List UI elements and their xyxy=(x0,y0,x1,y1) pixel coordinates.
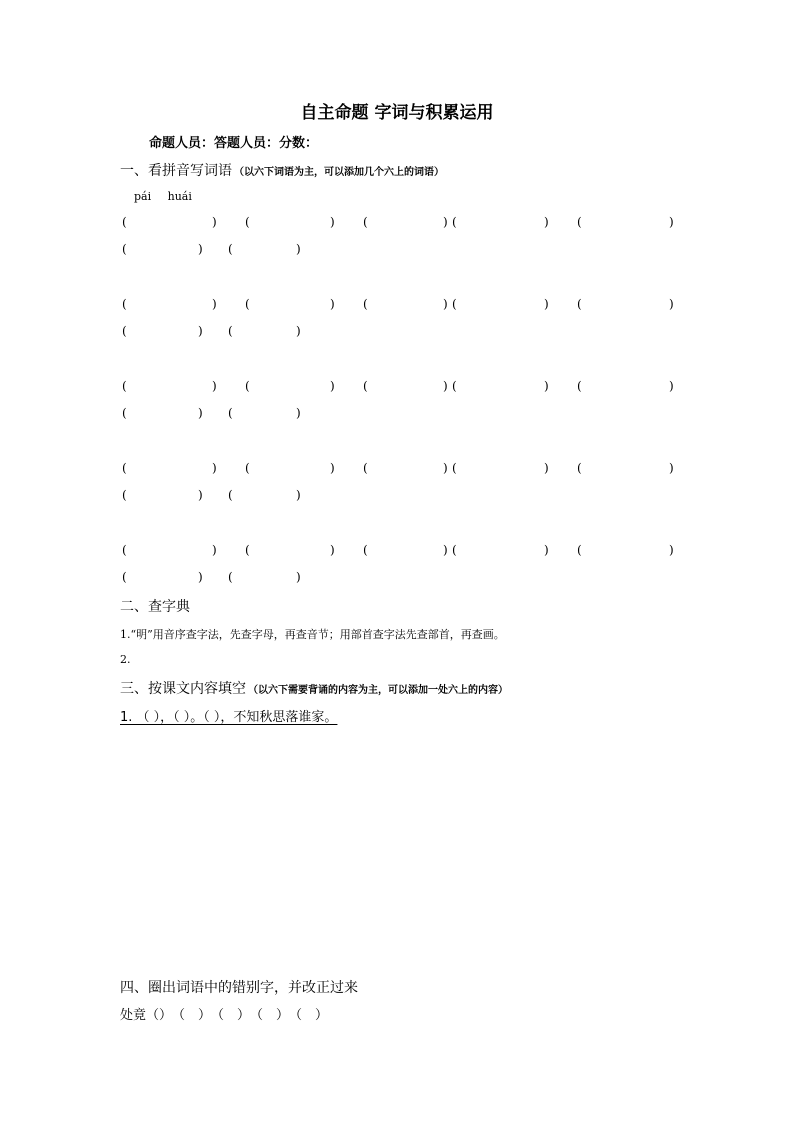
blank-paren-close: ) xyxy=(330,461,335,475)
section2-line2: 2. xyxy=(120,653,131,666)
blank-paren-open: ( xyxy=(452,543,457,557)
blank-paren-open: ( xyxy=(452,215,457,229)
blank-paren-close: ) xyxy=(443,543,448,557)
blank-paren-open: ( xyxy=(363,379,368,393)
blank-paren-close: ) xyxy=(544,543,549,557)
section3-note: （以六下需要背诵的内容为主，可以添加一处六上的内容） xyxy=(248,685,508,696)
blank-paren-open: ( xyxy=(245,543,250,557)
blank-paren-close: ) xyxy=(296,570,301,584)
blank-paren-open: ( xyxy=(122,570,127,584)
pinyin-syllable: huái xyxy=(167,190,192,203)
blank-paren-open: ( xyxy=(122,379,127,393)
blank-paren-open: ( xyxy=(122,297,127,311)
section2-line1: 1.“明”用音序查字法，先查字母，再查音节；用部首查字法先查部首，再查画。 xyxy=(120,628,505,641)
blank-paren-open: ( xyxy=(577,297,582,311)
blank-paren-open: ( xyxy=(228,406,233,420)
blank-paren-open: ( xyxy=(363,543,368,557)
blank-paren-open: ( xyxy=(228,488,233,502)
blank-paren-close: ) xyxy=(669,543,674,557)
blank-paren-open: ( xyxy=(122,324,127,338)
blank-paren-open: ( xyxy=(122,543,127,557)
blank-paren-close: ) xyxy=(330,379,335,393)
blank-paren-close: ) xyxy=(296,324,301,338)
exam-info-line: 命题人员：答题人员：分数： xyxy=(149,136,319,151)
blank-paren-close: ) xyxy=(669,461,674,475)
section4-line1: 处竟（） （ ） （ ） （ ） （ ） xyxy=(120,1008,329,1023)
blank-paren-open: ( xyxy=(122,461,127,475)
blank-paren-close: ) xyxy=(669,215,674,229)
blank-paren-open: ( xyxy=(122,406,127,420)
blank-paren-close: ) xyxy=(544,297,549,311)
blank-paren-close: ) xyxy=(669,297,674,311)
blank-paren-close: ) xyxy=(198,570,203,584)
blank-paren-close: ) xyxy=(544,379,549,393)
blank-paren-close: ) xyxy=(212,543,217,557)
blank-paren-close: ) xyxy=(212,297,217,311)
blank-paren-close: ) xyxy=(669,379,674,393)
page-title: 自主命题 字词与积累运用 xyxy=(300,103,494,123)
blank-paren-close: ) xyxy=(198,242,203,256)
blank-paren-open: ( xyxy=(363,215,368,229)
blank-paren-close: ) xyxy=(296,242,301,256)
blank-paren-close: ) xyxy=(544,461,549,475)
section1-heading-text: 一、看拼音写词语 xyxy=(120,163,232,179)
blank-paren-open: ( xyxy=(228,570,233,584)
blank-paren-close: ) xyxy=(443,297,448,311)
blank-paren-close: ) xyxy=(330,543,335,557)
blank-paren-open: ( xyxy=(452,297,457,311)
blank-paren-close: ) xyxy=(198,406,203,420)
blank-paren-open: ( xyxy=(363,461,368,475)
blank-paren-open: ( xyxy=(452,379,457,393)
blank-paren-close: ) xyxy=(443,379,448,393)
blank-paren-close: ) xyxy=(544,215,549,229)
section1-note: （以六下词语为主，可以添加几个六上的词语） xyxy=(234,167,444,178)
pinyin-syllable: pái xyxy=(134,190,152,203)
blank-paren-open: ( xyxy=(577,461,582,475)
section3-line1: 1. （ ），（ ）。（ ），不知秋思落谁家。 xyxy=(120,710,338,725)
section2-heading: 二、查字典 xyxy=(120,599,190,615)
blank-paren-close: ) xyxy=(330,297,335,311)
blank-paren-open: ( xyxy=(245,461,250,475)
blank-paren-open: ( xyxy=(577,379,582,393)
section3-heading-text: 三、按课文内容填空 xyxy=(120,681,246,697)
blank-paren-open: ( xyxy=(577,543,582,557)
blank-paren-close: ) xyxy=(296,406,301,420)
blank-paren-close: ) xyxy=(443,215,448,229)
blank-paren-close: ) xyxy=(330,215,335,229)
blank-paren-open: ( xyxy=(577,215,582,229)
blank-paren-open: ( xyxy=(122,242,127,256)
blank-paren-close: ) xyxy=(443,461,448,475)
blank-paren-open: ( xyxy=(228,324,233,338)
blank-paren-close: ) xyxy=(212,215,217,229)
blank-paren-open: ( xyxy=(122,488,127,502)
blank-paren-open: ( xyxy=(452,461,457,475)
blank-paren-open: ( xyxy=(245,215,250,229)
blank-paren-open: ( xyxy=(228,242,233,256)
blank-paren-close: ) xyxy=(198,488,203,502)
section1-heading xyxy=(120,160,444,180)
pinyin-row xyxy=(134,190,205,203)
blank-paren-close: ) xyxy=(212,461,217,475)
blank-paren-open: ( xyxy=(245,297,250,311)
section4-heading: 四、圈出词语中的错别字，并改正过来 xyxy=(120,980,358,996)
blank-paren-open: ( xyxy=(363,297,368,311)
blank-paren-open: ( xyxy=(122,215,127,229)
blank-paren-close: ) xyxy=(198,324,203,338)
blank-paren-close: ) xyxy=(212,379,217,393)
section3-heading xyxy=(120,678,508,698)
blank-paren-close: ) xyxy=(296,488,301,502)
blank-paren-open: ( xyxy=(245,379,250,393)
